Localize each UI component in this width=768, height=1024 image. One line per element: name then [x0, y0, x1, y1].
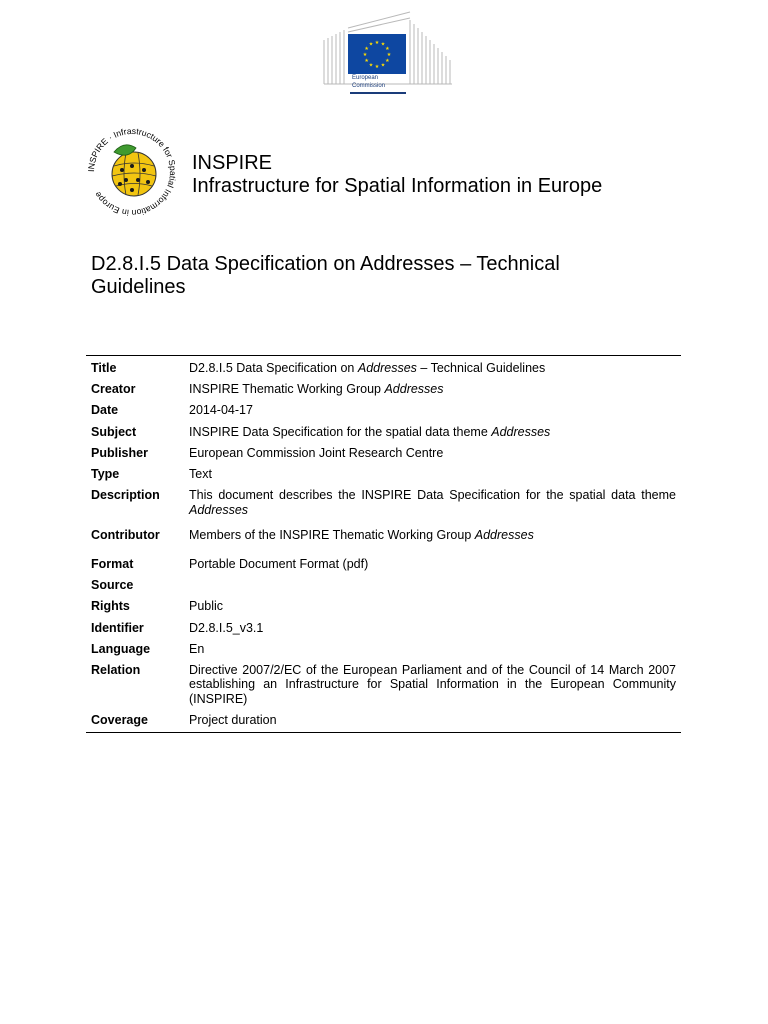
eu-star-icon: ★	[362, 52, 368, 58]
metadata-table	[86, 355, 681, 733]
metadata-label: Language	[91, 641, 151, 656]
inspire-logo	[86, 126, 178, 218]
european-commission-logo	[322, 10, 454, 98]
document-title	[91, 253, 651, 299]
metadata-label: Relation	[91, 662, 141, 677]
metadata-row	[86, 528, 681, 543]
metadata-value-emphasis: Addresses	[189, 502, 249, 517]
metadata-value-text: INSPIRE Data Specification for the spatial data theme	[189, 424, 492, 439]
eu-star-icon: ★	[368, 62, 374, 69]
metadata-row	[86, 488, 681, 517]
metadata-value-emphasis: Addresses	[491, 424, 551, 439]
ec-logo-text	[352, 74, 385, 90]
document-title-line1: D2.8.I.5 Data Specification on Addresses – Technical	[91, 253, 560, 275]
metadata-label: Rights	[91, 599, 130, 614]
metadata-label: Creator	[91, 382, 136, 397]
metadata-value	[189, 488, 676, 517]
metadata-value-text: European Commission Joint Research Centre	[189, 445, 444, 460]
eu-star-icon: ★	[364, 58, 369, 64]
metadata-label: Coverage	[91, 713, 148, 728]
metadata-row	[86, 621, 681, 636]
metadata-value	[189, 557, 676, 572]
metadata-value	[189, 467, 676, 482]
eu-star-icon: ★	[374, 40, 380, 46]
document-title-line2: Guidelines	[91, 276, 186, 298]
metadata-value-emphasis: Addresses	[384, 382, 444, 397]
metadata-value	[189, 403, 676, 418]
metadata-value-text: D2.8.I.5_v3.1	[189, 620, 264, 635]
metadata-row	[86, 642, 681, 657]
metadata-label: Subject	[91, 424, 137, 439]
metadata-value-text: Project duration	[189, 713, 277, 728]
metadata-value-emphasis: Addresses	[357, 361, 417, 375]
eu-star-icon: ★	[386, 52, 392, 58]
metadata-value-text: Portable Document Format (pdf)	[189, 557, 369, 571]
metadata-value	[189, 599, 676, 614]
metadata-row	[86, 467, 681, 482]
metadata-value-text: Public	[189, 599, 224, 614]
org-heading	[192, 152, 602, 198]
eu-star-icon: ★	[380, 41, 386, 48]
metadata-value-text: This document describes the INSPIRE Data Specification for the spatial data theme	[189, 488, 676, 503]
eu-star-icon: ★	[374, 64, 380, 70]
metadata-value	[189, 578, 676, 593]
metadata-label: Identifier	[91, 620, 144, 635]
metadata-value-text: 2014-04-17	[189, 403, 253, 418]
metadata-label: Publisher	[91, 445, 148, 460]
ec-logo-line1: European	[352, 75, 379, 81]
metadata-value-text: D2.8.I.5 Data Specification on	[189, 361, 358, 375]
metadata-label: Contributor	[91, 527, 160, 542]
metadata-row	[86, 599, 681, 614]
eu-star-icon: ★	[385, 46, 390, 52]
eu-flag	[348, 34, 406, 74]
metadata-row	[86, 425, 681, 440]
metadata-value-suffix: – Technical Guidelines	[416, 361, 546, 375]
metadata-label: Date	[91, 403, 119, 418]
metadata-row	[86, 713, 681, 728]
metadata-label: Type	[91, 466, 120, 481]
org-short-name: INSPIRE	[192, 152, 273, 174]
metadata-label: Description	[91, 488, 160, 503]
metadata-value	[189, 713, 676, 728]
metadata-value-text: En	[189, 641, 205, 656]
eu-star-icon: ★	[364, 46, 369, 52]
metadata-value	[189, 361, 676, 376]
metadata-row	[86, 578, 681, 593]
metadata-value-text: Text	[189, 466, 212, 481]
metadata-value	[189, 382, 676, 397]
metadata-value	[189, 528, 676, 543]
inspire-globe-icon	[112, 145, 156, 196]
eu-star-icon: ★	[385, 58, 390, 64]
metadata-value-text: INSPIRE Thematic Working Group	[189, 382, 385, 397]
metadata-value	[189, 621, 676, 636]
metadata-row	[86, 403, 681, 418]
org-full-name: Infrastructure for Spatial Information in Europe	[192, 175, 603, 197]
metadata-label: Format	[91, 557, 134, 571]
metadata-label: Title	[91, 361, 117, 375]
metadata-value	[189, 663, 676, 707]
metadata-row	[86, 361, 681, 376]
ec-logo-rule	[350, 92, 406, 94]
metadata-row	[86, 446, 681, 461]
metadata-label: Source	[91, 578, 134, 593]
metadata-value-emphasis: Addresses	[474, 527, 534, 542]
ec-logo-line2: Commission	[352, 83, 386, 89]
metadata-row	[86, 382, 681, 397]
metadata-value-text: Members of the INSPIRE Thematic Working Group	[189, 527, 475, 542]
metadata-row	[86, 663, 681, 707]
metadata-value	[189, 642, 676, 657]
metadata-value	[189, 446, 676, 461]
metadata-value-text: Directive 2007/2/EC of the European Parliament and of the Council of 14 March 2007 establishing an Infrastructure for Spatial Information in the European Community (INSPIRE)	[189, 662, 676, 706]
metadata-row	[86, 557, 681, 572]
eu-star-icon: ★	[380, 62, 386, 69]
metadata-value	[189, 425, 676, 440]
eu-star-icon: ★	[368, 41, 374, 48]
inspire-ring-text: INSPIRE · Infrastructure for Spatial Information in Europe	[86, 126, 178, 218]
